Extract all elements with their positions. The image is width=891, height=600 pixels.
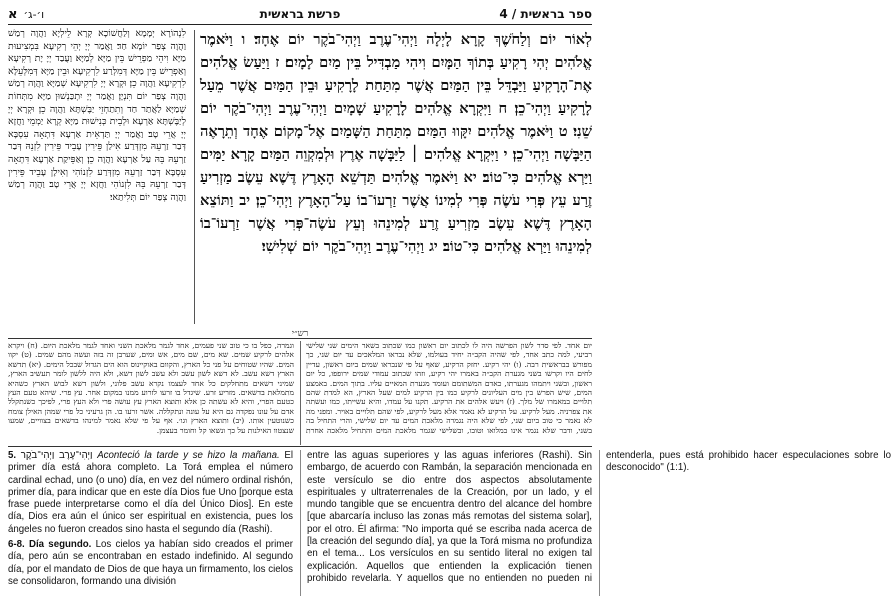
page-number: 4	[499, 7, 508, 21]
separator: /	[507, 7, 517, 21]
targum-onkelos-column: לִנְהוֹרָא יְמָמָא וְלַחֲשׁוֹכָא קְרָא לֵילְיָא וַהֲוָה רְמַשׁ וַהֲוָה צְפַר יוֹמָא חַד׃ וַאֲמַר יְיָ יְהֵי רְקִיעָא בִּמְצִיעוּת מַיָּא וִיהֵי מַפְרֵישׁ בֵּין מַיָּא לְמַיָּא׃ וַעֲבַד יְיָ יָת רְקִיעָא וְאַפְרֵישׁ בֵּין מַיָּא דְּמִלְּרַע לִרְקִיעָא וּבֵין מַיָּא דְּמִלְּעֵלָּא לִרְקִיעָא וַהֲוָה כֵן׃ וּקְרָא יְיָ לִרְקִיעָא שְׁמַיָּא וַהֲוָה רְמַשׁ וַהֲוָה צְפַר יוֹם תִּנְיָן׃ וַאֲמַר יְיָ יִתְכַּנְשׁוּן מַיָּא מִתְּחוֹת שְׁמַיָּא לַאֲתַר חַד וְתִתַחְזֵי יַבֶּשְׁתָּא וַהֲוָה כֵן׃ וּקְרָא יְיָ לְיַבֶּשְׁתָּא אַרְעָא וּלְבֵית כְּנִישׁוּת מַיָּא קְרָא יַמְמֵי וַחֲזָא יְיָ אֲרֵי טָב׃ וַאֲמַר יְיָ תַּדְאֵית אַרְעָא דִּתְאָה עִסְבָּא דְּבַר זַרְעֵהּ מִזְדְּרַע אִילַן פֵּירִין עָבֵיד פֵּירִין לִזְנֵהּ דְּבַר זַרְעֵהּ בֵּהּ עַל אַרְעָא וַהֲוָה כֵן׃ וְאַפֵּיקַת אַרְעָא דִּתְאָה עִסְבָּא דְּבַר זַרְעֵהּ מִזְדְּרַע לִזְנוֹהִי וְאִילָן עָבֵיד פֵּירִין דְּבַר זַרְעֵהּ בֵּהּ לִזְנוֹהִי וַחֲזָא יְיָ אֲרֵי טָב׃ וַהֲוָה רְמַשׁ וַהֲוָה צְפַר יוֹם תְּלִיתַאי׃	[8, 28, 186, 203]
spanish-commentary	[8, 450, 891, 596]
header-left	[8, 7, 44, 22]
commentary-entry	[8, 539, 293, 588]
book-title: ספר בראשית	[520, 7, 592, 21]
rashi-label: רש״י	[291, 329, 309, 339]
column-divider	[194, 30, 195, 324]
verse-ref: 6-8. Día segundo.	[8, 539, 92, 551]
torah-text-column: לְאוֹר יוֹם וְלַחֹשֶׁךְ קָרָא לָיְלָה וַיְהִי־עֶרֶב וַיְהִי־בֹקֶר יוֹם אֶחָד׃ ו וַיֹּאמֶר אֱלֹהִים יְהִי רָקִיעַ בְּתוֹךְ הַמָּיִם וִיהִי מַבְדִּיל בֵּין מַיִם לָמָיִם׃ ז וַיַּעַשׂ אֱלֹהִים אֶת־הָרָקִיעַ וַיַּבְדֵּל בֵּין הַמַּיִם אֲשֶׁר מִתַּחַת לָרָקִיעַ וּבֵין הַמַּיִם אֲשֶׁר מֵעַל לָרָקִיעַ וַיְהִי־כֵן׃ ח וַיִּקְרָא אֱלֹהִים לָרָקִיעַ שָׁמָיִם וַיְהִי־עֶרֶב וַיְהִי־בֹקֶר יוֹם שֵׁנִי׃ ט וַיֹּאמֶר אֱלֹהִים יִקָּווּ הַמַּיִם מִתַּחַת הַשָּׁמַיִם אֶל־מָקוֹם אֶחָד וְתֵרָאֶה הַיַּבָּשָׁה וַיְהִי־כֵן׃ י וַיִּקְרָא אֱלֹהִים ׀ לַיַּבָּשָׁה אֶרֶץ וּלְמִקְוֵה הַמַּיִם קָרָא יַמִּים וַיַּרְא אֱלֹהִים כִּי־טוֹב׃ יא וַיֹּאמֶר אֱלֹהִים תַּדְשֵׁא הָאָרֶץ דֶּשֶׁא עֵשֶׂב מַזְרִיעַ זֶרַע עֵץ פְּרִי עֹשֶׂה פְּרִי לְמִינוֹ אֲשֶׁר זַרְעוֹ־בוֹ עַל־הָאָרֶץ וַיְהִי־כֵן׃ יב וַתּוֹצֵא הָאָרֶץ דֶּשֶׁא עֵשֶׂב מַזְרִיעַ זֶרַע לְמִינֵהוּ וְעֵץ עֹשֶׂה־פְּרִי אֲשֶׁר זַרְעוֹ־בוֹ לְמִינֵהוּ וַיַּרְא אֱלֹהִים כִּי־טוֹב׃ יג וַיְהִי־עֶרֶב וַיְהִי־בֹקֶר יוֹם שְׁלִישִׁי׃	[200, 31, 592, 255]
main-text-area	[8, 28, 592, 326]
verse-range: ו׳-ג׳	[23, 7, 45, 21]
section-divider	[8, 446, 592, 447]
verse-ref: 5.	[8, 450, 17, 461]
chapter-number: א	[8, 6, 18, 22]
entry-text: entre las aguas superiores y las aguas inferiores (Rashi). Sin embargo, de acuerdo con Rambán, la separación mencionada en este versículo se dio entre dos aspectos absolutamente espirituales y ultraterrenales de la Creación, por un lado, y el mundo tangible que se encuentra dentro del alcance del hombre [que abarcaría incluso las zonas más remotas del sistema solar], por el otro. Él afirma: "No importa qué se escriba nada acerca de [la creación del segundo día], ya que la Torá misma no profundiza en el tema... Los versículos en su sentido literal no exigen tal explicación. Aquellos que entienden la explicación tienen prohibido revelarla. Y aquellos que no entienden no pueden ni entenderla, pues está prohibido hacer especulaciones sobre lo desconocido" (1:1).	[307, 450, 891, 584]
page-header	[8, 4, 592, 25]
parasha-title: פרשת בראשית	[259, 7, 341, 21]
entry-text: El primer día está ahora completo. La Torá emplea el número cardinal echad, uno (o uno) día, en vez del número ordinal rishón, primer día, para indicar que en este día Dios fue Uno [porque esta frase puede interpretarse como el día del Único Dios]. En este día, Dios era aún el único ser espiritual en existencia, pues los ángeles no fueron creados sino hasta el segundo día (Rashi).	[8, 450, 293, 535]
header-right	[499, 7, 592, 21]
commentary-entry	[307, 450, 891, 596]
rashi-commentary: יום אחד. לפי סדר לשון הפרשה היה לו לכתוב יום ראשון כמו שכתוב בשאר הימים שני שלישי רביעי, למה כתב אחד, לפי שהיה הקב״ה יחיד בעולמו, שלא נבראו המלאכים עד יום שני, כך מפורש בבראשית רבה. (ו) יהי רקיע. יחזק הרקיע, שאף על פי שנבראו שמים ביום ראשון, עדיין לחים היו וקרשו בשני מגערת הקב״ה באמרו יהי רקיע, וזהו שכתוב עמודי שמים ירופפו, כל יום ראשון, ובשני ויתמהו מגערתו, כאדם המשתומם ועומד מגערת המאיים עליו. בתוך המים. באמצע המים, שיש הפרש בין מים העליונים לרקיע כמו בין הרקיע למים שעל הארץ, הא למדת שהם תלויים במאמרו של מלך. (ז) ויעש אלהים את הרקיע. תקנו על עמדו, והיא עשייתו, כמו ועשתה את צפרניה. מעל לרקיע. על הרקיע לא נאמר אלא מעל לרקיע, לפי שהם תלויים באויר. ומפני מה לא נאמר כי טוב ביום שני, לפי שלא היה נגמרה מלאכת המים עד יום שלישי, והרי התחיל בה בשני, ודבר שלא נגמר אינו במלואו וטובו, ובשלישי שגמר מלאכת המים והתחיל מלאכה אחרת וגמרה, כפל בו כי טוב שני פעמים, אחד לגמר מלאכת השני ואחד לגמר מלאכת היום. (ח) ויקרא אלהים לרקיע שמים. שא מים, שם מים, אש ומים, שערבן זה בזה ועשה מהם שמים. (ט) יקוו המים. שהיו שטוחים על פני כל הארץ, והקוום באוקיינוס הוא הים הגדול שבכל הימים. (יא) תדשא הארץ דשא עשב. לא דשא לשון עשב ולא עשב לשון דשא, ולא היה ללשון לומר תעשיב הארץ, שמיני דשאים מתחלקים כל אחד לעצמו נקרא עשב פלוני, ולשון דשא לבוש הארץ כשהיא מתמלאת בדשאים. מזריע זרע. שיגדל בו זרעו לזרוע ממנו במקום אחר. עץ פרי. שיהא טעם העץ כטעם הפרי, והיא לא עשתה כן אלא ותוצא הארץ עץ עושה פרי ולא העץ פרי, לפיכך כשנתקלל אדם על עונו נפקדה גם היא על עונה ונתקללה. אשר זרעו בו. הן גרעיני כל פרי שמהן האילן צומח כשנוטעין אותו. (יב) ותוצא הארץ וגו׳. אף על פי שלא נאמר למינהו בדשאים בצוויים, שמעו שנצטוו האילנות על כך ונשאו קל וחומר בעצמן.	[8, 338, 592, 445]
commentary-entry	[8, 450, 293, 536]
entry-text: Los cielos ya habían sido creados el primer día, pero aún se encontraban en estado indefinido. Al segundo día, por el mandato de Dios de que haya un firmamento, los cielos se consolidaron, formando una división	[8, 539, 293, 587]
quote: Aconteció la tarde y se hizo la mañana.	[97, 450, 280, 461]
hebrew-phrase: וַיְהִי־עֶרֶב וַיְהִי־בֹקֶר	[20, 450, 93, 461]
